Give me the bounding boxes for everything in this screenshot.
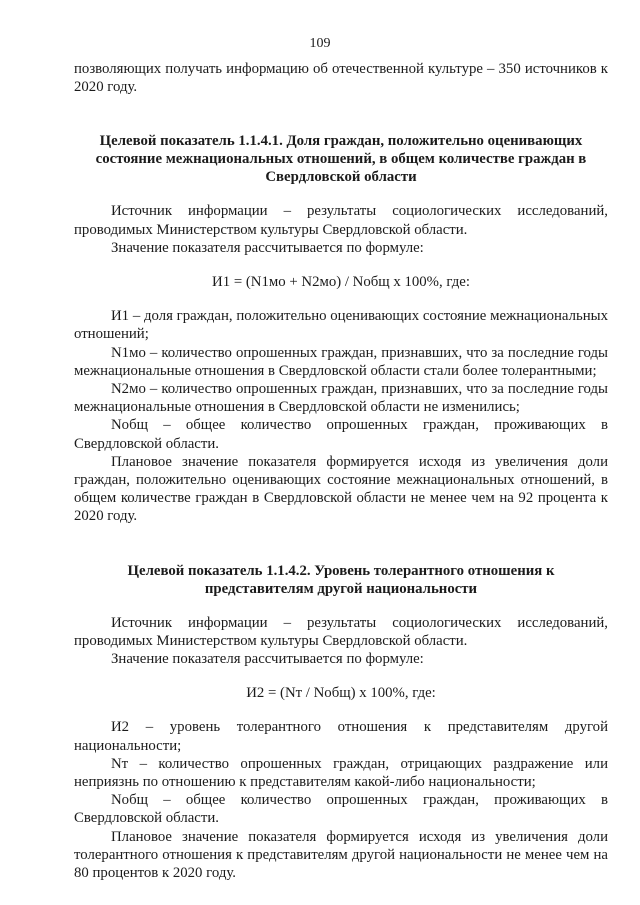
section2-definition: И2 – уровень толерантного отношения к представителям другой национальности; bbox=[74, 719, 608, 754]
section1-planned: Плановое значение показателя формируется исходя из увеличения доли граждан, положительно оценивающих состояние межнациональных отношений, в общем количестве граждан в Свердловской области не менее чем на 92 процента к 2020 году. bbox=[74, 453, 608, 525]
section1-formula: И1 = (N1мо + N2мо) / Nобщ х 100%, где: bbox=[212, 274, 470, 291]
section2-planned: Плановое значение показателя формируется исходя из увеличения доли толерантного отношения к представителям другой национальности не менее чем на 80 процентов к 2020 году. bbox=[74, 828, 608, 882]
section2-definition: Nт – количество опрошенных граждан, отрицающих раздражение или неприязнь по отношению к представителям какой-либо национальности; bbox=[74, 755, 608, 791]
section1-definition: И1 – доля граждан, положительно оценивающих состояние межнациональных отношений; bbox=[74, 308, 608, 343]
page-number: 109 bbox=[309, 36, 331, 51]
section1-source: Источник информации – результаты социологических исследований, проводимых Министерством культуры Свердловской области. bbox=[74, 203, 608, 238]
section1-definition: N1мо – количество опрошенных граждан, признавших, что за последние годы межнациональные отношения в Свердловской области стали более толерантными; bbox=[74, 344, 608, 379]
page-content bbox=[74, 60, 608, 882]
section2-calc-intro: Значение показателя рассчитывается по формуле: bbox=[111, 651, 424, 668]
section1-definition: N2мо – количество опрошенных граждан, признавших, что за последние годы межнациональные отношения в Свердловской области не изменились; bbox=[74, 381, 608, 416]
section2-formula: И2 = (Nт / Nобщ) х 100%, где: bbox=[246, 685, 436, 702]
section2-definition: Nобщ – общее количество опрошенных граждан, проживающих в Свердловской области. bbox=[74, 792, 608, 827]
section1-heading: Целевой показатель 1.1.4.1. Доля граждан, положительно оценивающих состояние межнациональных отношений, в общем количестве граждан в Свердловской области bbox=[95, 133, 587, 186]
section1-definition: Nобщ – общее количество опрошенных граждан, проживающих в Свердловской области. bbox=[74, 417, 608, 452]
section2-source: Источник информации – результаты социологических исследований, проводимых Министерством культуры Свердловской области. bbox=[74, 614, 608, 649]
section1-calc-intro: Значение показателя рассчитывается по формуле: bbox=[111, 239, 424, 256]
intro-paragraph: позволяющих получать информацию об отечественной культуре – 350 источников к 2020 году. bbox=[74, 61, 608, 96]
section2-heading: Целевой показатель 1.1.4.2. Уровень толерантного отношения к представителям другой национальности bbox=[127, 562, 555, 597]
